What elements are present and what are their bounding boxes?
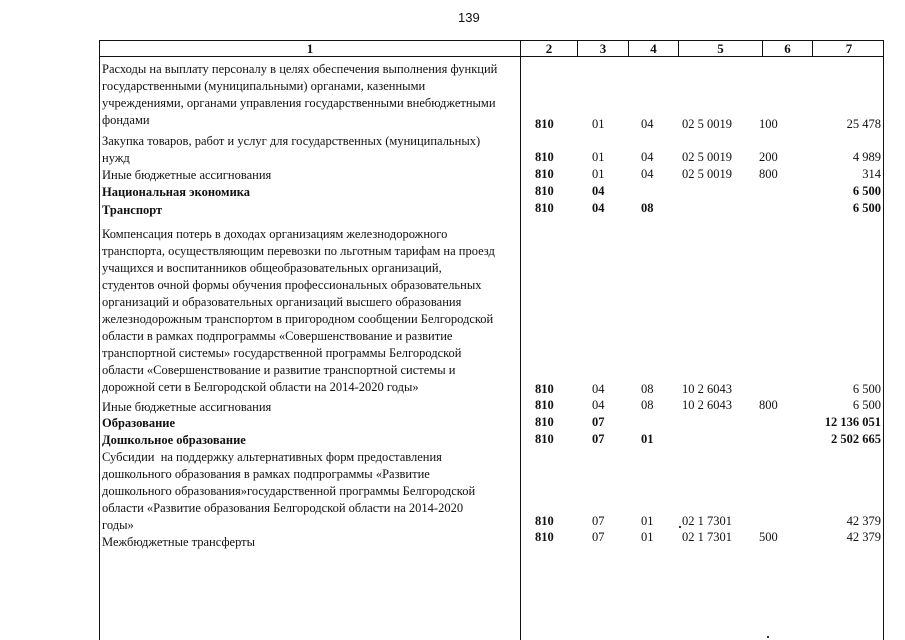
cell-c2: 810 <box>535 382 554 396</box>
row-description: Субсидии на поддержку альтернативных форм предоставления <box>102 450 442 464</box>
row-description: дошкольного образования в рамках подпрограммы «Развитие <box>102 467 430 481</box>
cell-c7: 314 <box>862 167 881 181</box>
cell-c5: 02 1 7301 <box>682 514 732 528</box>
cell-c4: 08 <box>641 201 654 215</box>
cell-c4: 08 <box>641 398 654 412</box>
cell-c3: 04 <box>592 398 605 412</box>
table-left-border <box>99 57 100 640</box>
header-col-4: 4 <box>629 41 679 56</box>
row-description: железнодорожным транспортом в пригородном сообщении Белгородской <box>102 312 494 326</box>
cell-c2: 810 <box>535 184 554 198</box>
header-col-7: 7 <box>845 41 853 56</box>
cell-c7: 6 500 <box>852 382 881 396</box>
table-right-border <box>883 57 884 640</box>
cell-c2: 810 <box>535 432 554 446</box>
budget-table <box>99 57 884 640</box>
cell-c2: 810 <box>535 530 554 544</box>
cell-c2: 810 <box>535 117 554 131</box>
cell-c5: 10 2 6043 <box>682 398 732 412</box>
row-description: дошкольного образования»государственной программы Белгородской <box>102 484 476 498</box>
row-description: области в рамках подпрограммы «Совершенствование и развитие <box>102 329 453 343</box>
section-heading: Дошкольное образование <box>102 433 246 447</box>
cell-c3: 04 <box>592 201 605 215</box>
row-description: студентов очной формы обучения профессиональных образовательных <box>102 278 482 292</box>
cell-c4: 04 <box>641 117 654 131</box>
cell-c4: 01 <box>641 514 654 528</box>
section-heading: Образование <box>102 416 176 430</box>
header-col-3: 3 <box>578 41 629 56</box>
row-description: Иные бюджетные ассигнования <box>102 400 272 414</box>
row-description: Межбюджетные трансферты <box>102 535 256 549</box>
cell-c3: 07 <box>592 514 605 528</box>
col-divider <box>520 57 521 640</box>
row-description: Компенсация потерь в доходах организациям железнодорожного <box>102 227 448 241</box>
header-col-5: 5 <box>679 41 763 56</box>
row-description: учащихся и воспитанников общеобразовательных организаций, <box>102 261 442 275</box>
row-description: фондами <box>102 113 150 127</box>
cell-c4: 08 <box>641 382 654 396</box>
row-description: государственными (муниципальными) органами, казенными <box>102 79 426 93</box>
cell-c7: 6 500 <box>852 184 881 198</box>
row-description: области «Развитие образования Белгородской области на 2014-2020 <box>102 501 464 515</box>
row-description: транспорта, осуществляющим перевозки по льготным тарифам на проезд <box>102 244 495 258</box>
row-description: области «Совершенствование и развитие транспортной системы и <box>102 363 456 377</box>
cell-c3: 01 <box>592 150 605 164</box>
header-col-1: 1 <box>100 41 521 56</box>
row-description: учреждениями, органами управления государственными внебюджетными <box>102 96 496 110</box>
row-description: годы» <box>102 518 134 532</box>
cell-c7: 6 500 <box>852 398 881 412</box>
cell-c2: 810 <box>535 201 554 215</box>
cell-c3: 01 <box>592 117 605 131</box>
cell-c6: 500 <box>759 530 778 544</box>
cell-c2: 810 <box>535 150 554 164</box>
cell-c7: 12 136 051 <box>824 415 881 429</box>
cell-c5: 02 1 7301 <box>682 530 732 544</box>
cell-c2: 810 <box>535 398 554 412</box>
cell-c4: 01 <box>641 432 654 446</box>
cell-c6: 100 <box>759 117 778 131</box>
header-col-6: 6 <box>763 41 813 56</box>
cell-c3: 07 <box>592 530 605 544</box>
cell-c5: 02 5 0019 <box>682 167 732 181</box>
cell-c7: 25 478 <box>846 117 881 131</box>
cell-c2: 810 <box>535 167 554 181</box>
cell-c6: 200 <box>759 150 778 164</box>
table-header <box>99 40 884 57</box>
scan-artifact <box>679 526 681 528</box>
cell-c7: 42 379 <box>846 530 881 544</box>
cell-c5: 02 5 0019 <box>682 117 732 131</box>
cell-c5: 10 2 6043 <box>682 382 732 396</box>
row-description: транспортной системы» государственной программы Белгородской <box>102 346 462 360</box>
row-description: нужд <box>102 151 130 165</box>
cell-c3: 04 <box>592 382 605 396</box>
cell-c3: 04 <box>592 184 605 198</box>
cell-c7: 4 989 <box>852 150 881 164</box>
cell-c3: 01 <box>592 167 605 181</box>
cell-c7: 42 379 <box>846 514 881 528</box>
row-description: организаций и образовательных организаций высшего образования <box>102 295 462 309</box>
scan-artifact <box>767 636 769 638</box>
row-description: Иные бюджетные ассигнования <box>102 168 272 182</box>
header-col-2: 2 <box>521 41 578 56</box>
section-heading: Транспорт <box>102 203 163 217</box>
page-number: 139 <box>458 10 480 25</box>
cell-c2: 810 <box>535 514 554 528</box>
cell-c4: 01 <box>641 530 654 544</box>
cell-c4: 04 <box>641 167 654 181</box>
cell-c7: 2 502 665 <box>831 432 881 446</box>
cell-c3: 07 <box>592 432 605 446</box>
cell-c6: 800 <box>759 398 778 412</box>
row-description: Расходы на выплату персоналу в целях обеспечения выполнения функций <box>102 62 498 76</box>
cell-c4: 04 <box>641 150 654 164</box>
row-description: дорожной сети в Белгородской области на 2014-2020 годы» <box>102 380 419 394</box>
cell-c3: 07 <box>592 415 605 429</box>
cell-c7: 6 500 <box>852 201 881 215</box>
section-heading: Национальная экономика <box>102 185 251 199</box>
cell-c5: 02 5 0019 <box>682 150 732 164</box>
cell-c2: 810 <box>535 415 554 429</box>
row-description: Закупка товаров, работ и услуг для государственных (муниципальных) <box>102 134 481 148</box>
cell-c6: 800 <box>759 167 778 181</box>
